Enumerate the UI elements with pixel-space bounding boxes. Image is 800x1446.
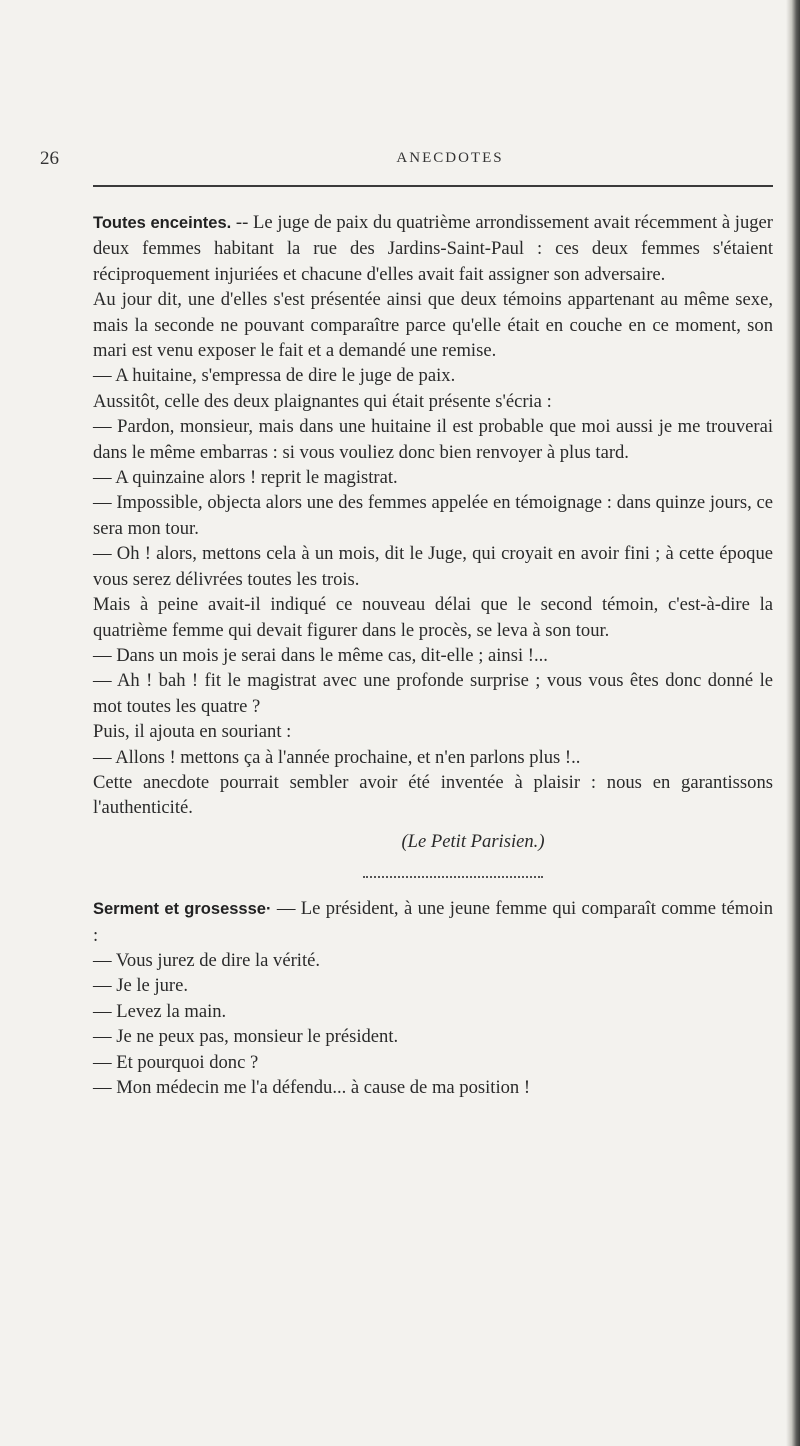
story-paragraph: — Je le jure. [93, 975, 189, 997]
story-paragraph: — Impossible, objecta alors une des femmes appelée en témoignage : dans quinze jours, ce sera mon tour. [93, 492, 773, 539]
story-paragraph: Au jour dit, une d'elles s'est présentée ainsi que deux témoins appartenant au même sexe, mais la seconde ne pouvant comparaître parce qu'elle était en couche en ce moment, son mari est venu exposer le fait et a demandé une remise. [93, 289, 773, 362]
story-paragraph: — A quinzaine alors ! reprit le magistrat. [93, 467, 398, 489]
story-paragraph: Puis, il ajouta en souriant : [93, 721, 292, 743]
page-number: 26 [40, 148, 59, 169]
story-paragraph: — Vous jurez de dire la vérité. [93, 949, 321, 971]
header-rule [93, 185, 773, 187]
story-paragraph: Mais à peine avait-il indiqué ce nouveau délai que le second témoin, c'est-à-dire la quatrième femme qui devait figurer dans le procès, se leva à son tour. [93, 594, 773, 641]
story-toutes-enceintes [93, 210, 773, 854]
section-separator [363, 874, 543, 878]
page-header [40, 148, 780, 188]
story-paragraph [93, 210, 773, 287]
story-paragraph: — A huitaine, s'empressa de dire le juge de paix. [93, 365, 456, 387]
story-paragraph: — Ah ! bah ! fit le magistrat avec une profonde surprise ; vous vous êtes donc donné le mot toutes les quatre ? [93, 670, 773, 717]
story-source: (Le Petit Parisien.) [401, 830, 545, 852]
page-edge [786, 0, 800, 1446]
story-paragraph: Aussitôt, celle des deux plaignantes qui était présente s'écria : [93, 390, 552, 412]
story-paragraph: — Pardon, monsieur, mais dans une huitaine il est probable que moi aussi je me trouverai dans le même embarras : si vous vouliez donc bien renvoyer à plus tard. [93, 416, 773, 463]
story-paragraph: — Je ne peux pas, monsieur le président. [93, 1026, 399, 1048]
story-paragraph: — Levez la main. [93, 1000, 227, 1022]
story-text: — Le président, à une jeune femme qui comparaît comme témoin : [93, 898, 773, 946]
story-paragraph: — Dans un mois je serai dans le même cas, dit-elle ; ainsi !... [93, 644, 548, 666]
page-body [93, 210, 773, 1100]
story-paragraph: — Oh ! alors, mettons cela à un mois, dit le Juge, qui croyait en avoir fini ; à cette époque vous serez délivrées toutes les trois. [93, 543, 773, 590]
story-paragraph [93, 896, 773, 948]
running-title: ANECDOTES [396, 150, 504, 166]
story-title: Toutes enceintes. [93, 214, 232, 232]
story-paragraph: Cette anecdote pourrait sembler avoir été inventée à plaisir : nous en garantissons l'authenticité. [93, 771, 773, 819]
story-text: -- Le juge de paix du quatrième arrondissement avait récemment à juger deux femmes habitant la rue des Jardins-Saint-Paul : ces deux femmes s'étaient réciproquement injuriées et chacune d'elles avait fait assigner son adversaire. [93, 212, 774, 285]
story-paragraph: — Et pourquoi donc ? [93, 1051, 259, 1073]
story-serment-et-grossesse [93, 896, 773, 1100]
story-title: Serment et grosessse· [93, 900, 272, 919]
story-paragraph: — Allons ! mettons ça à l'année prochaine, et n'en parlons plus !.. [93, 746, 581, 768]
story-paragraph: — Mon médecin me l'a défendu... à cause de ma position ! [93, 1077, 531, 1098]
